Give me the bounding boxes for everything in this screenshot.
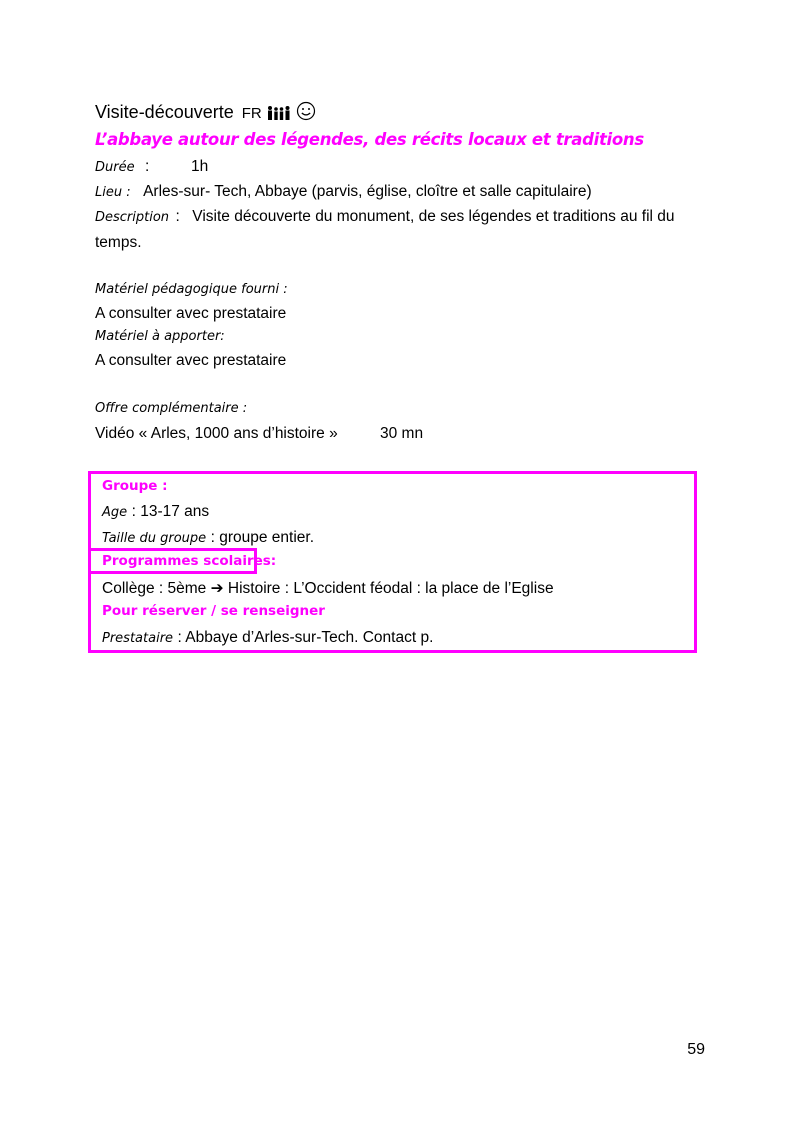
materiel-fourni-value: A consulter avec prestataire (95, 305, 287, 322)
taille-value: : groupe entier. (210, 529, 315, 546)
programme-subject: Histoire : L’Occident féodal : la place de l’Eglise (227, 580, 554, 597)
offre-duration: 30 mn (380, 425, 424, 442)
prestataire-value: : Abbaye d’Arles-sur-Tech. Contact p. (177, 629, 434, 646)
activity-title (95, 101, 316, 123)
description-value-line2: temps. (95, 234, 142, 251)
programme-level: Collège : 5ème (102, 580, 207, 597)
smiley-icon (296, 102, 316, 122)
language-code: FR (241, 105, 262, 122)
lieu-row (95, 183, 592, 201)
arrow-right-icon: ➔ (210, 579, 224, 597)
lieu-label: Lieu : (95, 185, 131, 200)
programmes-heading: Programmes scolaires: (102, 553, 277, 569)
taille-label: Taille du groupe (102, 531, 207, 546)
lieu-value: Arles-sur- Tech, Abbaye (parvis, église, cloître et salle capitulaire) (143, 183, 592, 200)
duree-row (95, 158, 149, 176)
age-label: Age (102, 505, 128, 520)
materiel-apporter-value: A consulter avec prestataire (95, 352, 287, 369)
materiel-apporter-label: Matériel à apporter: (95, 329, 225, 344)
age-value: : 13-17 ans (131, 503, 210, 520)
prestataire-label: Prestataire (102, 631, 174, 646)
description-row (95, 208, 675, 226)
title-text: Visite-découverte (95, 102, 234, 122)
age-row (102, 503, 209, 521)
duree-label: Durée (95, 160, 135, 175)
activity-subtitle: L’abbaye autour des légendes, des récits locaux et traditions (95, 130, 644, 149)
duree-value: 1h (191, 158, 209, 175)
prestataire-row (102, 629, 433, 647)
groupe-heading: Groupe : (102, 478, 168, 494)
description-separator: : (175, 208, 180, 225)
programme-row (102, 579, 554, 598)
reserver-heading: Pour réserver / se renseigner (102, 603, 325, 619)
family-icon (267, 102, 296, 122)
offre-label: Offre complémentaire : (95, 401, 248, 416)
description-label: Description (95, 210, 170, 225)
page-number: 59 (687, 1041, 705, 1058)
duree-separator: : (145, 158, 150, 175)
offre-value: Vidéo « Arles, 1000 ans d’histoire » (95, 425, 338, 442)
materiel-fourni-label: Matériel pédagogique fourni : (95, 282, 288, 297)
taille-row (102, 529, 314, 547)
description-value-line1: Visite découverte du monument, de ses légendes et traditions au fil du (192, 208, 675, 225)
